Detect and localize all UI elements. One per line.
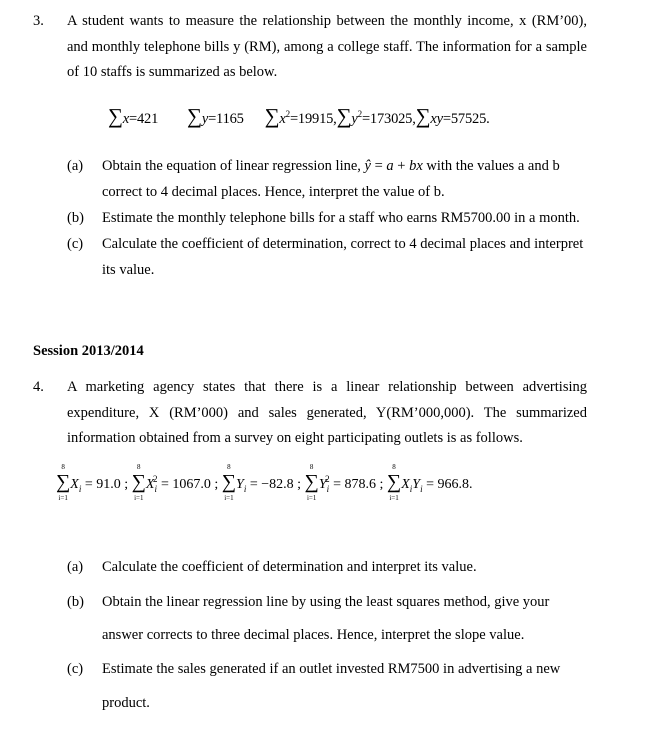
q4-sum-x2: = 1067.0 — [160, 477, 211, 492]
regression-equation: ŷ = a + bx — [364, 158, 423, 174]
q3-sum-x2: =19915, — [289, 111, 337, 127]
q4-sum-x: = 91.0 — [84, 477, 121, 492]
q3-sum-xy: =57525. — [442, 111, 490, 127]
question-3-number: 3. — [33, 13, 44, 29]
sigma-icon: ∑ — [264, 104, 280, 128]
q3-sum-y: =1165 — [208, 111, 244, 127]
q3-part-b-line-1: Estimate the monthly telephone bills for a staff who earns RM5700.00 in a month. — [102, 210, 580, 226]
sigma-icon: ∑ — [336, 104, 352, 128]
q3-part-c-label: (c) — [67, 236, 84, 252]
q4-part-c-line-1: Estimate the sales generated if an outlet invested RM7500 in advertising a new — [102, 661, 561, 677]
q4-sum-y: = −82.8 — [249, 477, 294, 492]
q4-line-3: information obtained from a survey on eight participating outlets is as follows. — [67, 430, 523, 447]
sigma-icon: ∑ — [221, 471, 237, 493]
q4-sum-y2: = 878.6 — [333, 477, 377, 492]
q4-part-b-line-1: Obtain the linear regression line by using the least squares method, give your — [102, 594, 550, 610]
q4-part-b-label: (b) — [67, 594, 84, 610]
q4-sum-xy: = 966.8. — [426, 477, 473, 492]
q3-part-a-line-2: correct to 4 decimal places. Hence, interpret the value of b. — [102, 184, 445, 200]
q3-part-c-line-2: its value. — [102, 262, 155, 278]
sigma-icon: ∑ — [386, 471, 402, 493]
q3-part-c-line-1: Calculate the coefficient of determination, correct to 4 decimal places and interpret — [102, 236, 584, 252]
question-4-stem — [67, 375, 587, 452]
sigma-icon: ∑ — [108, 104, 123, 128]
q3-part-a-line-1: Obtain the equation of linear regression line, ŷ = a + bx with the values a and b — [102, 158, 560, 174]
sigma-icon: ∑ — [56, 471, 71, 493]
sigma-icon: ∑ — [415, 104, 431, 128]
q3-sum-y2: =173025, — [361, 111, 416, 127]
summation-y: 8 ∑ i=1 — [221, 463, 237, 502]
q4-line-1: A marketing agency states that there is a linear relationship between advertising — [67, 379, 587, 395]
question-4-number: 4. — [33, 379, 44, 395]
q3-line-1: A student wants to measure the relationship between the monthly income, x (RM’00), — [67, 13, 587, 29]
q4-part-a-label: (a) — [67, 559, 84, 575]
q3-sum-x: =421 — [129, 111, 159, 127]
q4-summary-statistics: 8 ∑ i=1 $X_i = 91.0$ ; 8 ∑ i=1 $X_i^2 = 1067.0$ ; 8 ∑ i=1 $Y_i = -82.8$ ; 8 ∑ i=1 $Y_i^2 = 878.6$ ; 8 ∑ i=1 $X_iY_i = 966.8$. — [56, 463, 473, 502]
question-3-stem — [67, 9, 587, 86]
sigma-icon: ∑ — [187, 104, 202, 128]
sigma-icon: ∑ — [304, 471, 319, 493]
q4-line-2: expenditure, X (RM’000) and sales generated, Y(RM’000,000). The summarized — [67, 404, 587, 421]
q3-line-3: of 10 staffs is summarized as below. — [67, 64, 278, 81]
q3-part-a-label: (a) — [67, 158, 84, 174]
summation-y2: 8 ∑ i=1 — [304, 463, 319, 502]
q3-line-2: and monthly telephone bills y (RM), among a college staff. The information for a sample — [67, 38, 587, 55]
q4-part-c-label: (c) — [67, 661, 84, 677]
q4-part-a-line-1: Calculate the coefficient of determination and interpret its value. — [102, 559, 477, 575]
sigma-icon: ∑ — [131, 471, 146, 493]
session-heading: Session 2013/2014 — [33, 343, 144, 359]
summation-x2: 8 ∑ i=1 — [131, 463, 146, 502]
summation-x: 8 ∑ i=1 — [56, 463, 71, 502]
summation-xy: 8 ∑ i=1 — [386, 463, 402, 502]
q3-summary-statistics: ∑x=421 ∑y=1165 $\sum x^2=19915,\sum y^2=173025,\sum xy=57525$. — [108, 104, 490, 128]
q4-part-c-line-2: product. — [102, 695, 150, 711]
q3-part-b-label: (b) — [67, 210, 84, 226]
q4-part-b-line-2: answer corrects to three decimal places. Hence, interpret the slope value. — [102, 627, 525, 643]
